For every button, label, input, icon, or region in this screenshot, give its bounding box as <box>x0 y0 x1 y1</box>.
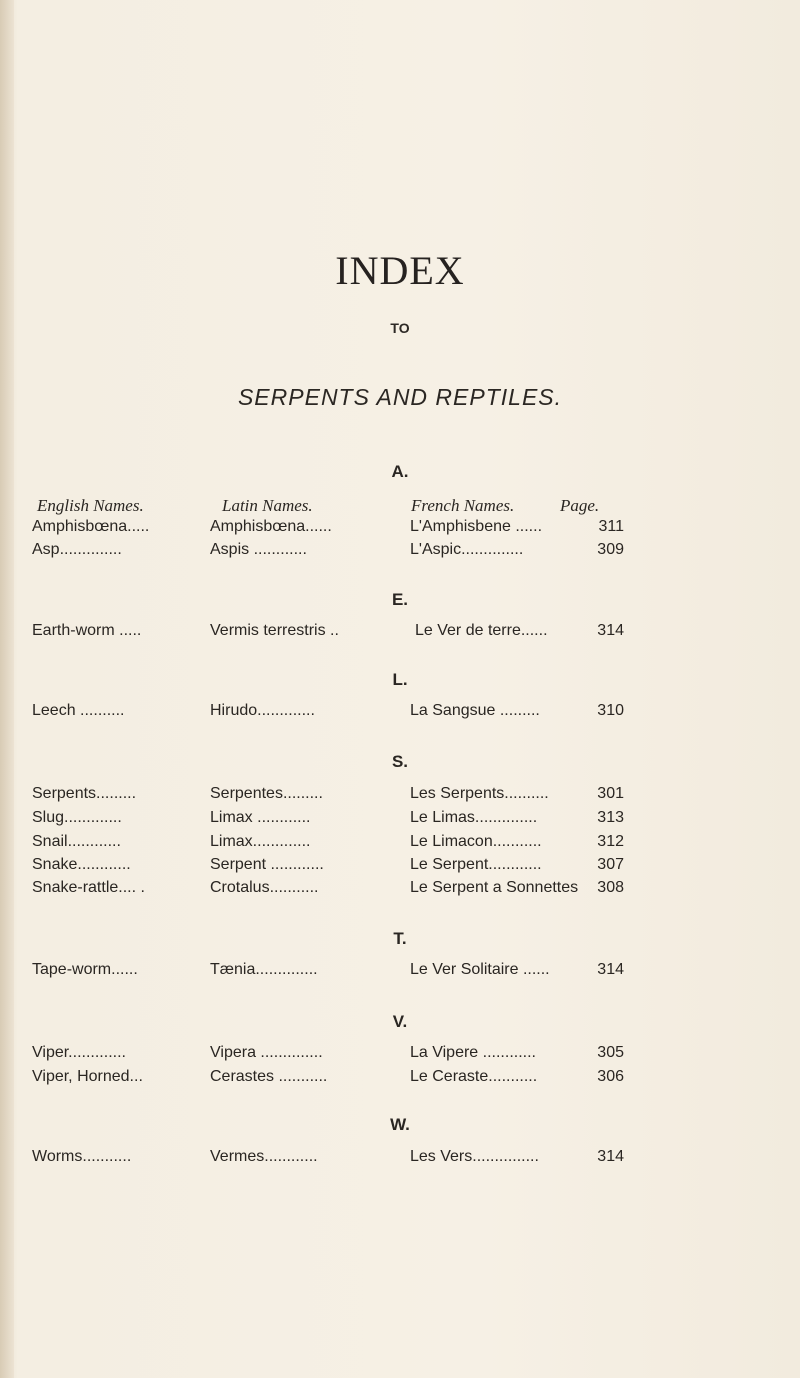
entry-english: Snake-rattle.... . <box>32 879 145 896</box>
header-latin: Latin Names. <box>222 496 313 515</box>
entry-page: 306 <box>597 1068 624 1085</box>
section-letter-l: L. <box>392 670 408 689</box>
header-french: French Names. <box>411 496 515 515</box>
entry-latin: Amphisbœna...... <box>210 518 332 535</box>
entry-english: Earth-worm ..... <box>32 622 142 639</box>
page-title: INDEX <box>335 248 465 293</box>
section-letter-a: A. <box>391 462 409 481</box>
entry-latin: Cerastes ........... <box>210 1068 328 1085</box>
entry-latin: Limax ............ <box>210 809 311 826</box>
header-page: Page. <box>560 496 600 515</box>
entry-page: 314 <box>597 622 624 639</box>
entry-page: 305 <box>597 1044 624 1061</box>
entry-latin: Tænia.............. <box>210 961 318 978</box>
entry-french: L'Aspic.............. <box>410 541 524 558</box>
entry-latin: Serpent ............ <box>210 856 324 873</box>
entry-english: Worms........... <box>32 1148 132 1165</box>
entry-page: 301 <box>597 785 624 802</box>
entry-page: 309 <box>597 541 624 558</box>
entry-french: Le Limacon........... <box>410 833 542 850</box>
entry-page: 313 <box>597 809 624 826</box>
entry-french: Le Serpent a Sonnettes <box>410 879 579 896</box>
entry-french: Le Ver Solitaire ...... <box>410 961 550 978</box>
entry-page: 314 <box>597 961 624 978</box>
entry-latin: Vermis terrestris .. <box>210 622 339 639</box>
entry-english: Tape-worm...... <box>32 961 138 978</box>
entry-latin: Vermes............ <box>210 1148 318 1165</box>
section-letter-t: T. <box>393 929 407 948</box>
entry-english: Amphisbœna..... <box>32 518 150 535</box>
entry-latin: Crotalus........... <box>210 879 319 896</box>
entry-page: 312 <box>597 833 624 850</box>
entry-french: Le Limas.............. <box>410 809 538 826</box>
entry-english: Viper............. <box>32 1044 126 1061</box>
entry-english: Snail............ <box>32 833 121 850</box>
entry-page: 311 <box>598 518 624 535</box>
entry-english: Snake............ <box>32 856 131 873</box>
page-subtitle: SERPENTS AND REPTILES. <box>237 384 563 410</box>
header-english: English Names. <box>37 496 144 515</box>
entry-english: Slug............. <box>32 809 122 826</box>
entry-latin: Aspis ............ <box>210 541 307 558</box>
entry-page: 314 <box>597 1148 624 1165</box>
section-letter-e: E. <box>391 590 409 609</box>
entry-latin: Serpentes......... <box>210 785 323 802</box>
title-connector: TO <box>390 320 410 336</box>
entry-french: La Sangsue ......... <box>410 702 540 719</box>
entry-french: Les Vers............... <box>410 1148 539 1165</box>
entry-french: Le Ceraste........... <box>410 1068 538 1085</box>
entry-page: 307 <box>597 856 624 873</box>
entry-french: L'Amphisbene ...... <box>410 518 543 535</box>
section-letter-s: S. <box>391 752 409 771</box>
entry-latin: Limax............. <box>210 833 311 850</box>
entry-french: Le Serpent............ <box>410 856 542 873</box>
entry-page: 308 <box>597 879 624 896</box>
entry-english: Viper, Horned... <box>32 1068 143 1085</box>
section-letter-v: V. <box>392 1012 408 1031</box>
entry-latin: Hirudo............. <box>210 702 315 719</box>
entry-french: Le Ver de terre...... <box>415 622 548 639</box>
entry-english: Leech .......... <box>32 702 125 719</box>
entry-page: 310 <box>597 702 624 719</box>
entry-english: Serpents......... <box>32 785 137 802</box>
entry-english: Asp.............. <box>32 541 122 558</box>
entry-french: Les Serpents.......... <box>410 785 549 802</box>
entry-latin: Vipera .............. <box>210 1044 323 1061</box>
section-letter-w: W. <box>390 1115 410 1134</box>
entry-french: La Vipere ............ <box>410 1044 536 1061</box>
